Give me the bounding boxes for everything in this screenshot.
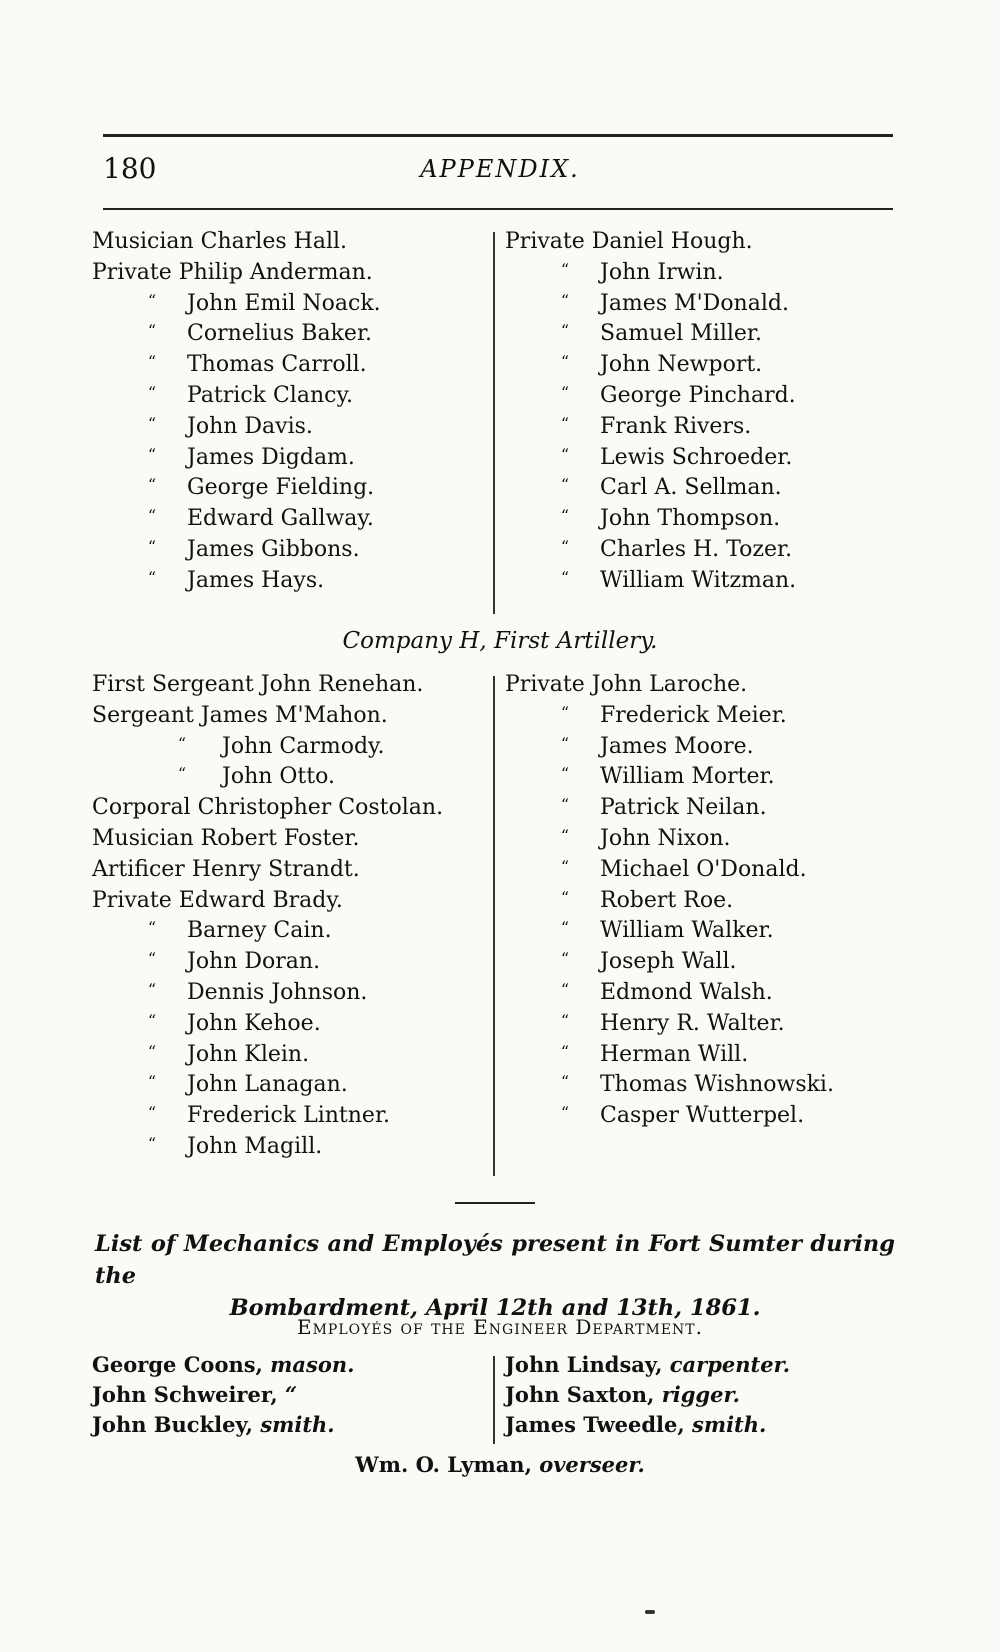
ditto-mark: “ <box>147 1010 157 1030</box>
person-name: Casper Wutterpel. <box>600 1103 805 1129</box>
section1-left-column <box>92 227 381 597</box>
person-name: John Carmody. <box>222 733 385 759</box>
roster-line <box>92 1070 443 1101</box>
person-name: Christopher Costolan. <box>197 795 444 821</box>
roster-line <box>505 350 796 381</box>
person-name: Lewis Schroeder. <box>600 444 793 470</box>
ditto-mark: “ <box>177 764 187 784</box>
rank-label: Private <box>505 672 585 697</box>
person-name: Robert Foster. <box>200 825 360 851</box>
person-name: Frank Rivers. <box>600 413 752 439</box>
ditto-mark: “ <box>147 949 157 969</box>
ditto-mark: “ <box>560 795 570 815</box>
ditto-mark: “ <box>147 536 157 556</box>
mechanics-title-line2: Bombardment, April 12th and 13th, 1861. <box>229 1295 761 1321</box>
roster-line <box>505 793 834 824</box>
rank-label: Private <box>92 887 172 913</box>
employee-line <box>92 1350 354 1380</box>
roster-line <box>505 1101 834 1132</box>
roster-line <box>92 319 381 350</box>
person-name: Daniel Hough. <box>591 229 753 254</box>
ditto-mark: “ <box>147 1041 157 1061</box>
mechanics-list-title <box>95 1228 895 1324</box>
roster-line <box>505 289 796 320</box>
company-h-divider <box>493 676 495 1176</box>
roster-line <box>92 670 443 701</box>
person-name: Philip Anderman. <box>178 259 373 285</box>
ditto-mark: “ <box>560 352 570 372</box>
section-separator <box>455 1202 535 1204</box>
ditto-mark: “ <box>147 290 157 310</box>
ditto-mark: “ <box>560 1103 570 1123</box>
ditto-mark: “ <box>560 506 570 526</box>
company-h-left-column <box>92 670 443 1163</box>
person-name: John Klein. <box>187 1041 310 1067</box>
ditto-mark: “ <box>147 506 157 526</box>
roster-line <box>505 566 796 597</box>
person-name: John Laroche. <box>591 672 748 697</box>
company-h-right-column <box>505 670 834 1132</box>
ditto-mark: “ <box>177 733 187 753</box>
person-name: Barney Cain. <box>187 918 332 944</box>
person-name: Michael O'Donald. <box>600 856 807 882</box>
person-name: John Magill. <box>187 1133 323 1159</box>
roster-line <box>505 504 796 535</box>
roster-line <box>505 824 834 855</box>
ditto-mark: “ <box>147 918 157 938</box>
roster-line <box>92 566 381 597</box>
roster-line <box>505 1009 834 1040</box>
ditto-mark: “ <box>560 1041 570 1061</box>
roster-line <box>92 443 381 474</box>
roster-line <box>505 227 796 258</box>
rank-label: Artificer <box>92 856 185 882</box>
person-name: William Witzman. <box>600 567 797 593</box>
ditto-mark: “ <box>560 475 570 495</box>
roster-line <box>505 978 834 1009</box>
ditto-mark: “ <box>560 764 570 784</box>
person-name: John Thompson. <box>600 506 781 532</box>
ditto-mark: “ <box>560 949 570 969</box>
roster-line <box>92 1132 443 1163</box>
ditto-mark: “ <box>147 567 157 587</box>
ditto-mark: “ <box>560 733 570 753</box>
person-name: William Walker. <box>600 918 774 944</box>
person-name: Frederick Meier. <box>600 702 787 728</box>
ditto-mark: “ <box>560 1010 570 1030</box>
rank-label: Musician <box>92 825 194 851</box>
employee-role: smith. <box>260 1412 335 1437</box>
rank-label: Private <box>505 229 585 254</box>
person-name: Thomas Wishnowski. <box>600 1072 834 1098</box>
roster-line <box>505 412 796 443</box>
person-name: Patrick Clancy. <box>187 382 353 408</box>
person-name: Frederick Lintner. <box>187 1103 391 1129</box>
ditto-mark: “ <box>147 1072 157 1092</box>
ditto-mark: “ <box>147 979 157 999</box>
employee-line <box>505 1350 790 1380</box>
person-name: William Morter. <box>600 764 775 790</box>
mechanics-title-line1: List of Mechanics and Employés present in Fort Sumter during the <box>95 1231 895 1289</box>
roster-line <box>505 916 834 947</box>
ditto-mark: “ <box>560 979 570 999</box>
ditto-mark: “ <box>560 290 570 310</box>
roster-line <box>92 258 381 289</box>
roster-line <box>92 535 381 566</box>
rank-label: First Sergeant <box>92 672 254 697</box>
roster-line <box>92 504 381 535</box>
ditto-mark: “ <box>147 1133 157 1153</box>
roster-line <box>92 793 443 824</box>
running-title: APPENDIX. <box>420 155 580 183</box>
employee-name: George Coons, <box>92 1352 263 1377</box>
person-name: John Otto. <box>222 764 335 790</box>
ditto-mark: “ <box>560 887 570 907</box>
roster-line <box>92 473 381 504</box>
roster-line <box>505 732 834 763</box>
employee-role: smith. <box>692 1412 767 1437</box>
ditto-mark: “ <box>560 918 570 938</box>
roster-line <box>92 762 443 793</box>
employee-line <box>505 1410 790 1440</box>
person-name: John Lanagan. <box>187 1072 348 1098</box>
roster-line <box>92 412 381 443</box>
roster-line <box>92 1101 443 1132</box>
employee-role: rigger. <box>661 1382 740 1407</box>
page-number: 180 <box>103 152 157 185</box>
ditto-mark: “ <box>560 536 570 556</box>
employee-name: John Schweirer, <box>92 1382 278 1407</box>
employee-role: “ <box>285 1382 298 1407</box>
person-name: James Moore. <box>600 733 754 759</box>
ditto-mark: “ <box>560 825 570 845</box>
person-name: Charles H. Tozer. <box>600 536 793 562</box>
ditto-mark: “ <box>560 567 570 587</box>
ditto-mark: “ <box>147 444 157 464</box>
person-name: John Doran. <box>187 949 321 975</box>
person-name: Edmond Walsh. <box>600 979 773 1005</box>
person-name: Henry R. Walter. <box>600 1010 785 1036</box>
roster-line <box>505 947 834 978</box>
roster-line <box>92 855 443 886</box>
roster-line <box>92 916 443 947</box>
ditto-mark: “ <box>560 702 570 722</box>
person-name: James M'Donald. <box>600 290 789 316</box>
roster-line <box>92 289 381 320</box>
roster-line <box>92 732 443 763</box>
person-name: Joseph Wall. <box>600 949 737 975</box>
ditto-mark: “ <box>147 475 157 495</box>
mechanics-right-column <box>505 1350 790 1440</box>
person-name: Patrick Neilan. <box>600 795 767 821</box>
roster-line <box>92 350 381 381</box>
person-name: John Irwin. <box>600 259 724 285</box>
mechanics-divider <box>493 1356 495 1444</box>
employee-line <box>92 1410 354 1440</box>
company-h-title: Company H, First Artillery. <box>342 628 658 654</box>
rank-label: Private <box>92 259 172 285</box>
ditto-mark: “ <box>560 413 570 433</box>
roster-line <box>505 670 834 701</box>
ditto-mark: “ <box>147 1103 157 1123</box>
person-name: Samuel Miller. <box>600 321 763 347</box>
employee-line <box>505 1380 790 1410</box>
roster-line <box>505 443 796 474</box>
ditto-mark: “ <box>560 321 570 341</box>
ditto-mark: “ <box>560 259 570 279</box>
roster-line <box>505 319 796 350</box>
ditto-mark: “ <box>560 444 570 464</box>
person-name: Robert Roe. <box>600 887 734 913</box>
roster-line <box>505 886 834 917</box>
roster-line <box>92 701 443 732</box>
employee-name: John Saxton, <box>505 1382 655 1407</box>
ink-speck <box>645 1610 655 1614</box>
ditto-mark: “ <box>560 382 570 402</box>
roster-line <box>92 978 443 1009</box>
roster-line <box>92 886 443 917</box>
person-name: John Kehoe. <box>187 1010 321 1036</box>
mechanics-left-column <box>92 1350 354 1440</box>
roster-line <box>505 701 834 732</box>
header-top-rule <box>103 134 893 137</box>
roster-line <box>92 1009 443 1040</box>
person-name: James Gibbons. <box>187 536 360 562</box>
ditto-mark: “ <box>560 856 570 876</box>
employee-role: carpenter. <box>669 1352 791 1377</box>
person-name: Charles Hall. <box>200 229 348 254</box>
roster-line <box>505 1070 834 1101</box>
section1-divider <box>493 232 495 614</box>
roster-line <box>92 227 381 258</box>
roster-line <box>92 824 443 855</box>
ditto-mark: “ <box>147 382 157 402</box>
roster-line <box>505 473 796 504</box>
roster-line <box>505 1040 834 1071</box>
ditto-mark: “ <box>560 1072 570 1092</box>
person-name: Cornelius Baker. <box>187 321 373 347</box>
rank-label: Musician <box>92 229 194 254</box>
person-name: George Fielding. <box>187 475 375 501</box>
roster-line <box>92 947 443 978</box>
person-name: James M'Mahon. <box>200 702 388 728</box>
roster-line <box>92 381 381 412</box>
person-name: Edward Gallway. <box>187 506 374 532</box>
person-name: Dennis Johnson. <box>187 979 368 1005</box>
header-bottom-rule <box>103 208 893 210</box>
person-name: Carl A. Sellman. <box>600 475 782 501</box>
person-name: Thomas Carroll. <box>187 352 367 378</box>
ditto-mark: “ <box>147 321 157 341</box>
ditto-mark: “ <box>147 352 157 372</box>
ditto-mark: “ <box>147 413 157 433</box>
person-name: James Digdam. <box>187 444 355 470</box>
employee-name: James Tweedle, <box>505 1412 685 1437</box>
person-name: Henry Strandt. <box>191 856 360 882</box>
roster-line <box>505 381 796 412</box>
employee-line <box>92 1380 354 1410</box>
overseer-role: overseer. <box>539 1452 645 1477</box>
employee-role: mason. <box>270 1352 355 1377</box>
employee-name: John Lindsay, <box>505 1352 663 1377</box>
person-name: John Newport. <box>600 352 763 378</box>
roster-line <box>92 1040 443 1071</box>
person-name: John Emil Noack. <box>187 290 381 316</box>
person-name: John Nixon. <box>600 825 731 851</box>
person-name: John Davis. <box>187 413 313 439</box>
rank-label: Sergeant <box>92 702 194 728</box>
person-name: John Renehan. <box>260 672 424 697</box>
overseer-line <box>0 1452 1000 1477</box>
overseer-name: Wm. O. Lyman, <box>355 1452 532 1477</box>
engineer-department-subheading: Employés of the Engineer Department. <box>297 1315 703 1339</box>
roster-line <box>505 258 796 289</box>
person-name: Edward Brady. <box>178 887 343 913</box>
section1-right-column <box>505 227 796 597</box>
employee-name: John Buckley, <box>92 1412 253 1437</box>
rank-label: Corporal <box>92 795 191 821</box>
roster-line <box>505 762 834 793</box>
person-name: Herman Will. <box>600 1041 749 1067</box>
person-name: James Hays. <box>187 567 325 593</box>
roster-line <box>505 535 796 566</box>
roster-line <box>505 855 834 886</box>
person-name: George Pinchard. <box>600 382 796 408</box>
